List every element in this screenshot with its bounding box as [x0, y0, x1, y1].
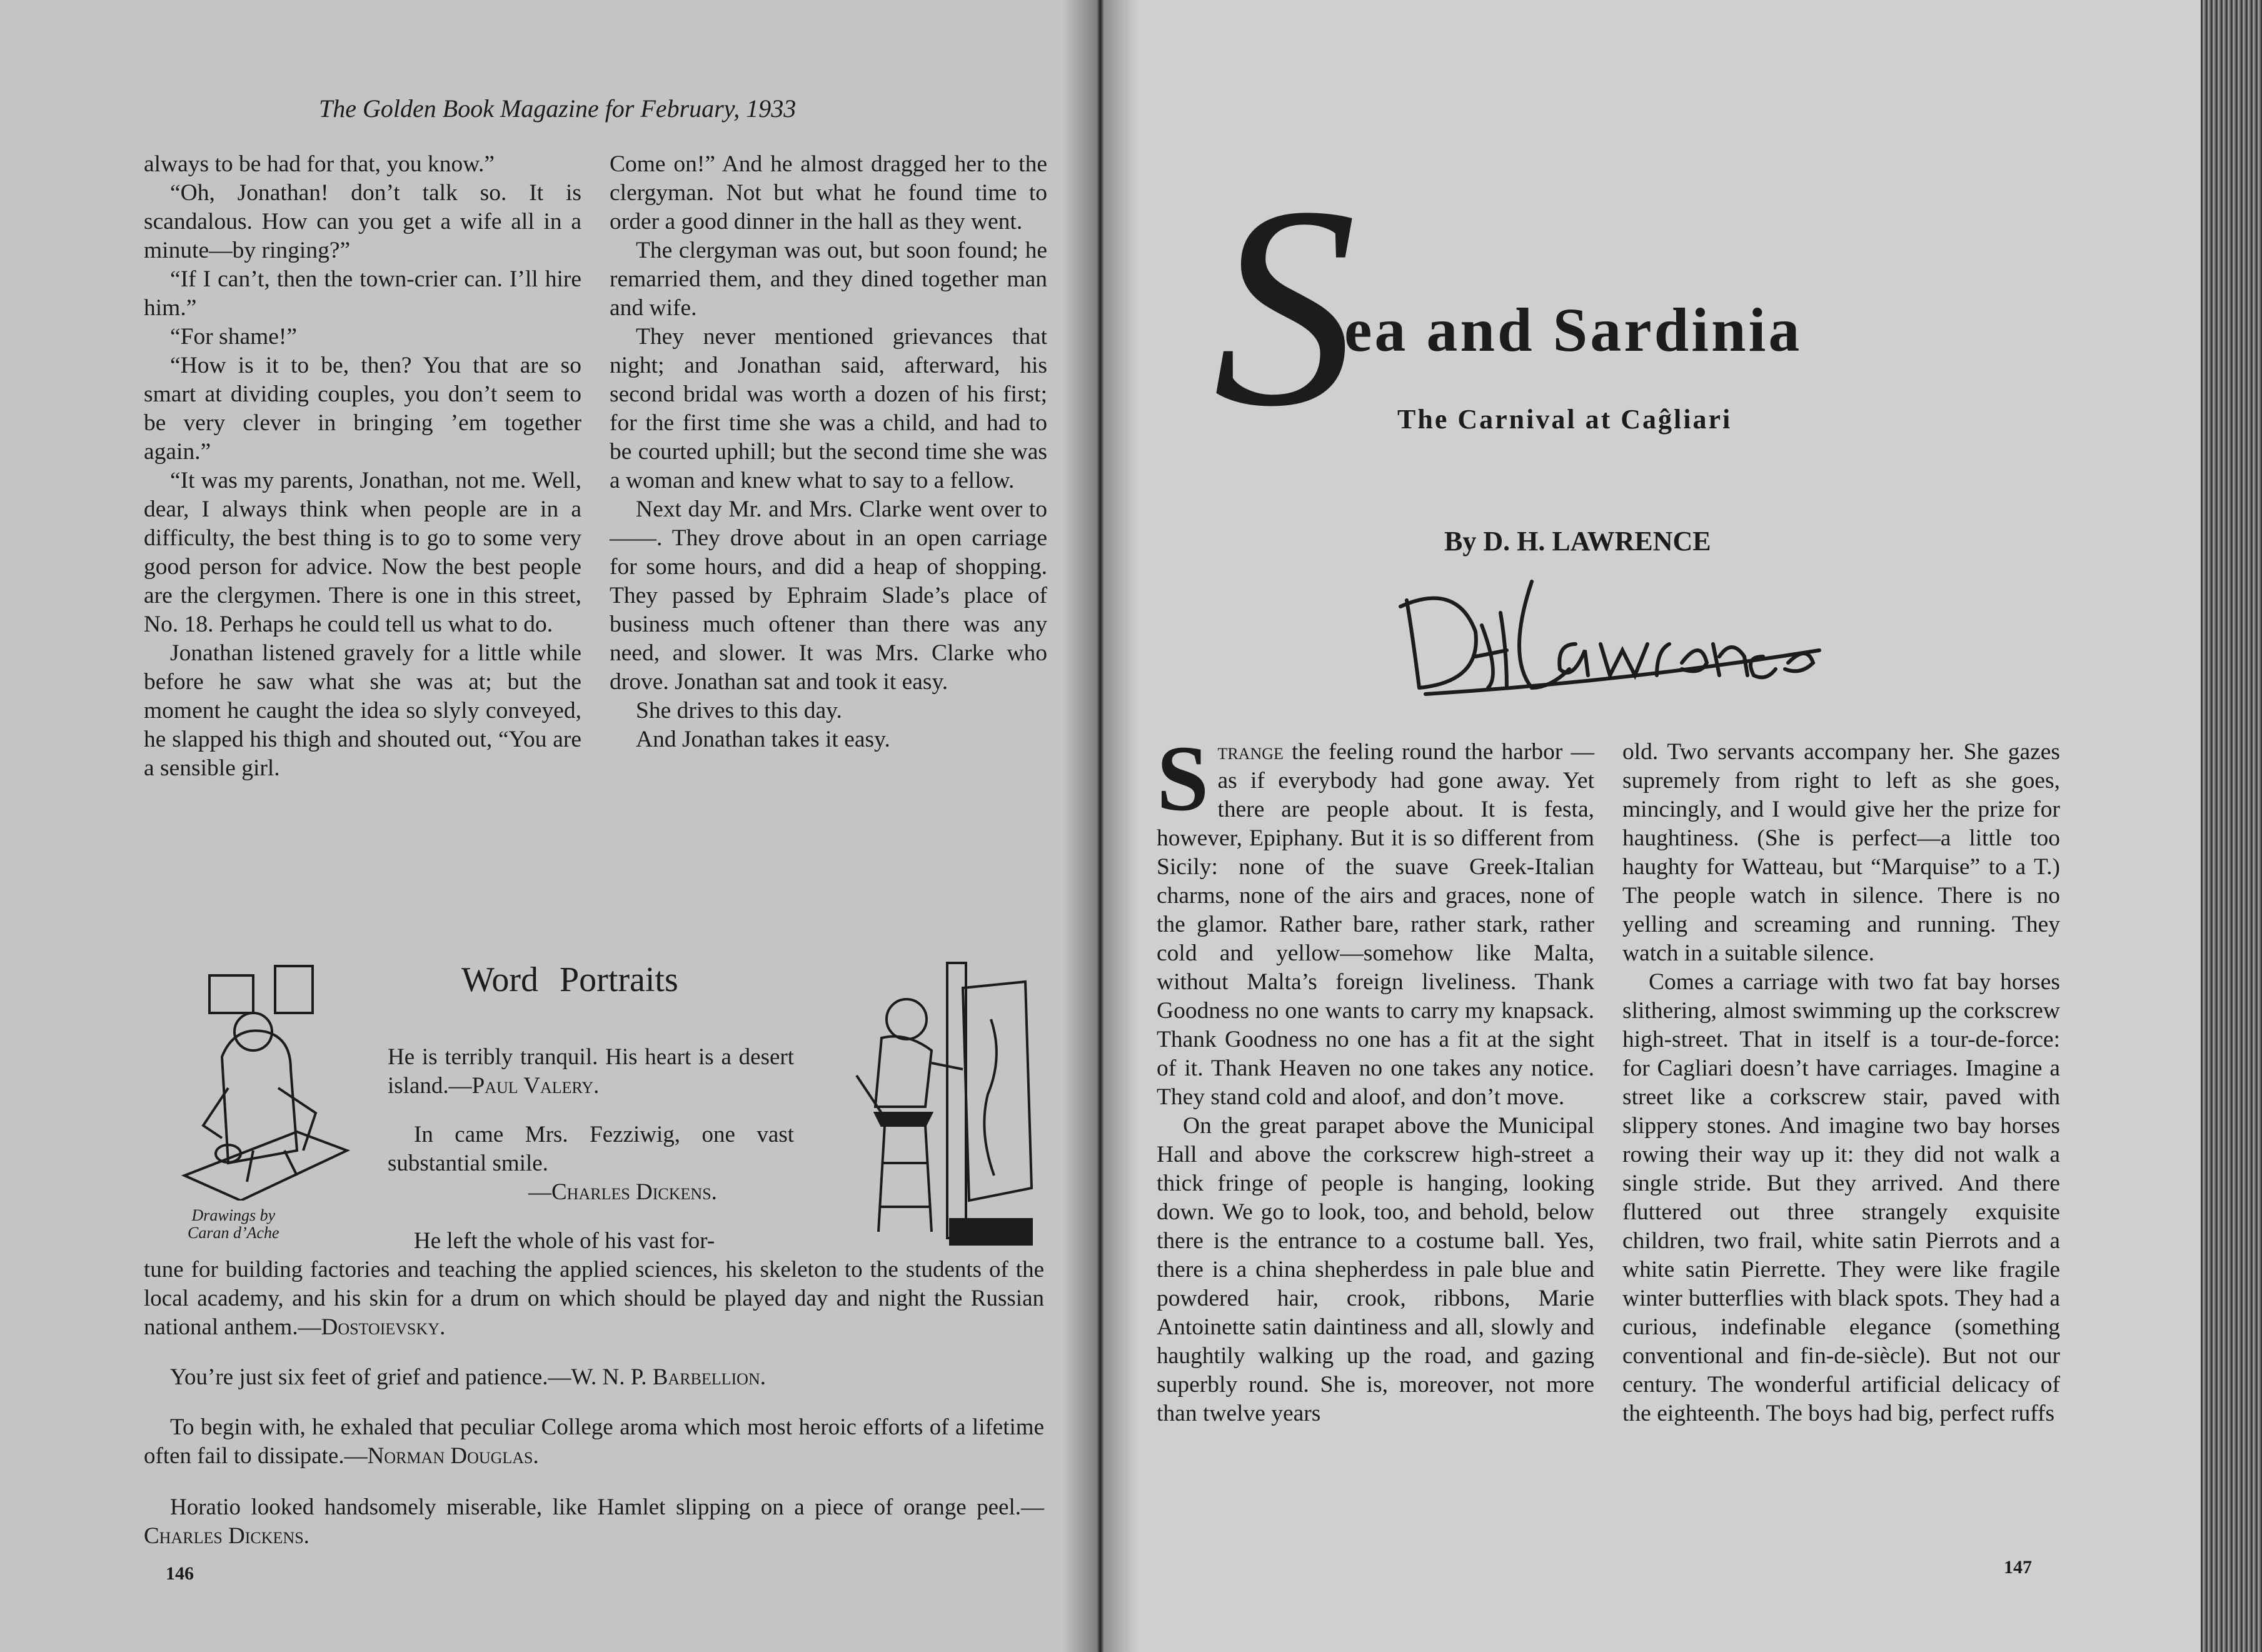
paragraph: “For shame!”: [170, 324, 298, 350]
paragraph: Jonathan listened gravely for a little while before he saw what she was at; but the moment he caught the idea so slyly conveyed, he slapped his thigh and shouted out, “You are a sensible girl.: [144, 640, 581, 781]
running-head: The Golden Book Magazine for February, 1933: [319, 94, 797, 123]
left-column-2: [610, 150, 1047, 754]
paragraph: “Oh, Jonathan! don’t talk so. It is scandalous. How can you get a wife all in a minute—by ringing?”: [144, 180, 581, 263]
article-subtitle: The Carnival at Caĝliari: [1397, 404, 1732, 435]
quote-dickens-horatio: [144, 1493, 1044, 1551]
quote-text: tune for building factories and teaching the applied sciences, his skeleton to the students of the local academy, and his skin for a drum on which should be played day and night the Russian national anthem.—: [144, 1257, 1044, 1340]
article-title: ea and Sardinia: [1344, 295, 1802, 365]
caption-line: Drawings by: [191, 1206, 276, 1224]
painter-drawing: [838, 957, 1038, 1251]
paragraph: Next day Mr. and Mrs. Clarke went over to ——. They drove about in an open carriage for some hours, and did a heap of shopping. They passed by Ephraim Slade’s place of business much oftener than there was any need, and slower. It was Mrs. Clarke who drove. Jonathan sat and took it easy.: [610, 496, 1047, 695]
word-portraits-title: Word Portraits: [461, 960, 678, 999]
page-number-left: 146: [166, 1563, 194, 1584]
byline: By D. H. LAWRENCE: [1444, 526, 1711, 557]
paragraph: Come on!” And he almost dragged her to the clergyman. Not but what he found time to order a good dinner in the hall as they went.: [610, 151, 1047, 234]
quote-text: You’re just six feet of grief and patience.—W. N. P.: [170, 1364, 653, 1390]
quote-author: Norman Douglas.: [367, 1443, 539, 1469]
paragraph: They never mentioned grievances that night; and Jonathan said, afterward, his second bridal was worth a dozen of his first; for the first time she was a child, and had to be courted uphill; but the second time she was a woman and knew what to say to a fellow.: [610, 324, 1047, 493]
paragraph: old. Two servants accompany her. She gazes supremely from right to left as she goes, mincingly, and I would give her the prize for haughtiness. (She is perfect—a little too haughty for Watteau, but “Marquise” to a T.) The people watch in silence. There is no yelling and screaming and running. They watch in a suitable silence.: [1622, 739, 2060, 966]
page-number-right: 147: [2004, 1557, 2032, 1578]
paragraph: And Jonathan takes it easy.: [636, 727, 890, 752]
quote-dostoievsky: [144, 1256, 1044, 1342]
paragraph: “It was my parents, Jonathan, not me. Well, dear, I always think when people are in a difficulty, the best thing is to go to some very good person for advice. Now the best people are the clergymen. There is one in this street, No. 18. Perhaps he could tell us what to do.: [144, 468, 581, 637]
quote-fezziwig: [388, 1121, 794, 1207]
quote-text: He is terribly tranquil. His heart is a desert island.—: [388, 1044, 794, 1099]
paragraph: Comes a carriage with two fat bay horses slithering, almost swimming up the corkscrew high-street. That in itself is a tour-de-force: for Cagliari doesn’t have carriages. Imagine a street like a corkscrew stair, paved with slippery stones. And imagine two bay horses rowing their way up it: they did not walk a single stride. But they arrived. And there fluttered out three strangely exquisite children, two frail, white satin Pierrots and a white satin Pierrette. They were like fragile winter butterflies with black spots. They had a curious, indefinable elegance (something conventional and fin-de-siècle). But not our century. The wonderful artificial delicacy of the eighteenth. The boys had big, perfect ruffs: [1622, 969, 2060, 1426]
page-edges: [2201, 0, 2262, 1652]
title-initial: S: [1213, 147, 1357, 466]
quote-barbellion: [144, 1363, 1044, 1392]
book-spine: [1063, 0, 1138, 1652]
quote-author: Charles Dickens.: [144, 1523, 309, 1549]
paragraph: She drives to this day.: [636, 698, 842, 723]
quote-text: To begin with, he exhaled that peculiar College aroma which most heroic efforts of a lifetime often fail to dissipate.—: [144, 1414, 1044, 1469]
caption-line: Caran d’Ache: [188, 1224, 279, 1242]
left-column-1: [144, 150, 581, 783]
paragraph: On the great parapet above the Municipal Hall and above the corkscrew high-street a thick fringe of people is hanging, looking down. We go to look, too, and behold, below there is the entrance to a costume ball. Yes, there is a china shepherdess in pale blue and powdered hair, crook, ribbons, Marie Antoinette satin daintiness and all, slowly and haughtily walking up the road, and gazing superbly round. She is, moreover, not more than twelve years: [1157, 1113, 1594, 1426]
right-column-2: [1622, 738, 2060, 1428]
seated-man-drawing: [172, 963, 353, 1201]
quote-text: In came Mrs. Fezziwig, one vast substantial smile.: [388, 1122, 794, 1176]
paragraph-text: the feeling round the harbor — as if everybody had gone away. Yet there are people about. It is festa, however, Epiphany. But it is so different from Sicily: none of the suave Greek-Italian charms, none of the airs and graces, none of the glamor. Rather bare, rather stark, rather cold and yellow—somehow like Malta, without Malta’s foreign liveliness. Thank Goodness no one wants to carry my knapsack. Thank Goodness no one has a fit at the sight of it. Thank Heaven no one takes any notice. They stand cold and aloof, and don’t move.: [1157, 739, 1594, 1110]
paragraph: “If I can’t, then the town-crier can. I’ll hire him.”: [144, 266, 581, 321]
quote-dostoievsky-line1: He left the whole of his vast for-: [414, 1228, 715, 1254]
paragraph: “How is it to be, then? You that are so smart at dividing couples, you don’t seem to be very clever in bringing ’em together again.”: [144, 353, 581, 465]
quote-douglas: [144, 1413, 1044, 1471]
lead-word: trange: [1217, 739, 1284, 765]
quote-author: Paul Valery.: [471, 1073, 600, 1099]
drop-cap: S: [1157, 727, 1209, 830]
right-column-1: [1157, 727, 1594, 1428]
quote-author: Barbellion.: [652, 1364, 766, 1390]
quote-author: —Charles Dickens.: [528, 1179, 717, 1205]
paragraph: always to be had for that, you know.”: [144, 151, 495, 177]
author-signature: [1388, 563, 1826, 707]
drawings-caption: [188, 1207, 279, 1242]
paragraph: [1157, 727, 1594, 1112]
quote-valery: [388, 1043, 794, 1100]
quote-author: Dostoievsky.: [321, 1314, 446, 1340]
paragraph: The clergyman was out, but soon found; he remarried them, and they dined together man and wife.: [610, 238, 1047, 321]
quote-text: Horatio looked handsomely miserable, like Hamlet slipping on a piece of orange peel.—: [170, 1494, 1044, 1520]
